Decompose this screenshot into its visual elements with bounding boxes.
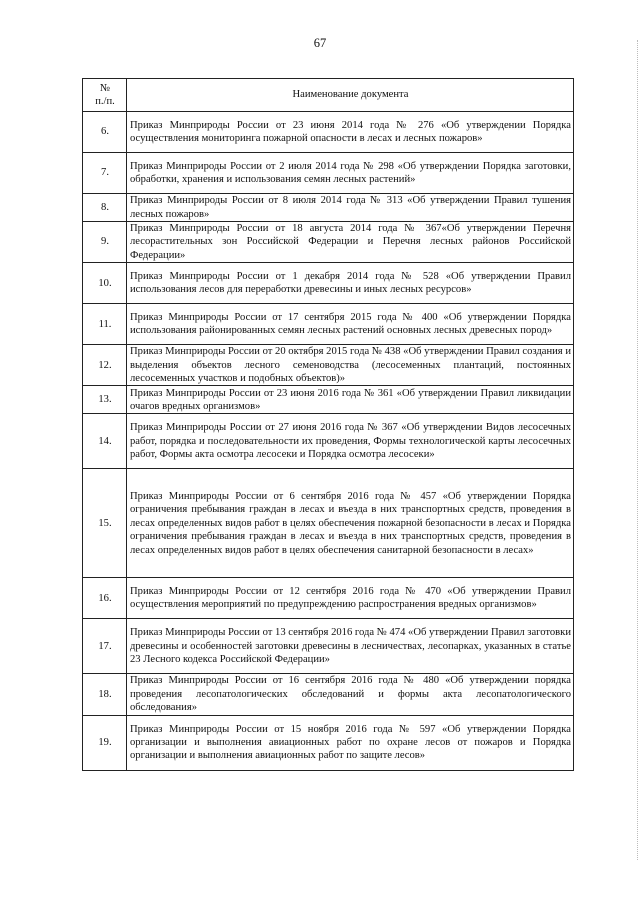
row-document-name: Приказ Минприроды России от 23 июня 2016 года № 361 «Об утверждении Правил ликвидации очагов вредных организмов»	[127, 386, 574, 414]
row-document-name: Приказ Минприроды России от 20 октября 2015 года № 438 «Об утверждении Правил создания и выделения объектов лесного семеноводства (лесосеменных плантаций, постоянных лесосеменных участков и подобных объектов)»	[127, 345, 574, 386]
header-number: № п./п.	[83, 79, 127, 112]
table-row	[83, 304, 574, 345]
row-document-name: Приказ Минприроды России от 16 сентября 2016 года № 480 «Об утверждении порядка проведения лесопатологических обследований и формы акта лесопатологического обследования»	[127, 674, 574, 715]
row-number: 8.	[83, 194, 127, 222]
row-document-name: Приказ Минприроды России от 27 июня 2016 года № 367 «Об утверждении Видов лесосечных работ, порядка и последовательности их проведения, Формы технологической карты лесосечных работ, Формы акта осмотра лесосеки и Порядка осмотра лесосеки»	[127, 414, 574, 469]
table-row	[83, 469, 574, 578]
table-row	[83, 263, 574, 304]
table-header-row	[83, 79, 574, 112]
row-document-name: Приказ Минприроды России от 2 июля 2014 года № 298 «Об утверждении Порядка заготовки, обработки, хранения и использования семян лесных растений»	[127, 153, 574, 194]
table-row	[83, 112, 574, 153]
row-document-name: Приказ Минприроды России от 8 июля 2014 года № 313 «Об утверждении Правил тушения лесных пожаров»	[127, 194, 574, 222]
table-row	[83, 578, 574, 619]
row-number: 19.	[83, 715, 127, 770]
row-document-name: Приказ Минприроды России от 1 декабря 2014 года № 528 «Об утверждении Правил использования лесов для переработки древесины и иных лесных ресурсов»	[127, 263, 574, 304]
table-row	[83, 153, 574, 194]
row-number: 9.	[83, 222, 127, 263]
row-number: 7.	[83, 153, 127, 194]
row-number: 6.	[83, 112, 127, 153]
row-number: 12.	[83, 345, 127, 386]
documents-table	[82, 78, 574, 771]
row-document-name: Приказ Минприроды России от 12 сентября 2016 года № 470 «Об утверждении Правил осуществления мероприятий по предупреждению распространения вредных организмов»	[127, 578, 574, 619]
row-document-name: Приказ Минприроды России от 18 августа 2014 года № 367«Об утверждении Перечня лесорастительных зон Российской Федерации и Перечня лесных районов Российской Федерации»	[127, 222, 574, 263]
row-number: 18.	[83, 674, 127, 715]
row-number: 11.	[83, 304, 127, 345]
table-row	[83, 386, 574, 414]
row-number: 13.	[83, 386, 127, 414]
table-row	[83, 345, 574, 386]
table-row	[83, 619, 574, 674]
row-document-name: Приказ Минприроды России от 17 сентября 2015 года № 400 «Об утверждении Порядка использования районированных семян лесных растений основных лесных древесных пород»	[127, 304, 574, 345]
row-number: 17.	[83, 619, 127, 674]
table-row	[83, 414, 574, 469]
table-row	[83, 222, 574, 263]
row-number: 16.	[83, 578, 127, 619]
row-document-name: Приказ Минприроды России от 23 июня 2014 года № 276 «Об утверждении Порядка осуществления мониторинга пожарной опасности в лесах и лесных пожаров»	[127, 112, 574, 153]
table-row	[83, 194, 574, 222]
row-document-name: Приказ Минприроды России от 15 ноября 2016 года № 597 «Об утверждении Порядка организации и выполнения авиационных работ по охране лесов от пожаров и Порядка организации и выполнения авиационных работ по защите лесов»	[127, 715, 574, 770]
table-row	[83, 715, 574, 770]
header-document-name: Наименование документа	[127, 79, 574, 112]
row-document-name: Приказ Минприроды России от 6 сентября 2016 года № 457 «Об утверждении Порядка ограничения пребывания граждан в лесах и въезда в них транспортных средств, проведения в лесах определенных видов работ в целях обеспечения пожарной безопасности в лесах и Порядка ограничения пребывания граждан в лесах и въезда в них транспортных средств, проведения в лесах определенных видов работ в целях обеспечения санитарной безопасности в лесах»	[127, 469, 574, 578]
table-row	[83, 674, 574, 715]
scan-margin-line	[636, 40, 638, 860]
row-number: 14.	[83, 414, 127, 469]
row-number: 10.	[83, 263, 127, 304]
row-number: 15.	[83, 469, 127, 578]
page-number: 67	[313, 36, 327, 50]
row-document-name: Приказ Минприроды России от 13 сентября 2016 года № 474 «Об утверждении Правил заготовки древесины и особенностей заготовки древесины в лесничествах, лесопарках, указанных в статье 23 Лесного кодекса Российской Федерации»	[127, 619, 574, 674]
